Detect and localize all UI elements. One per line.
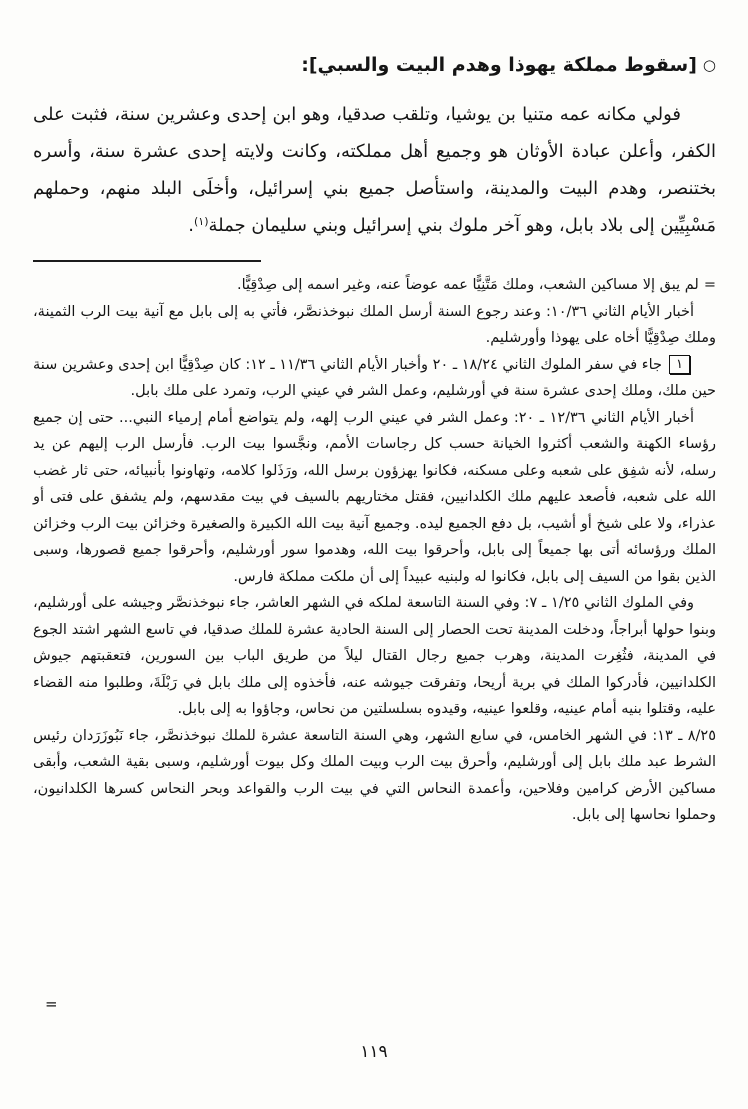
footnotes-section (33, 272, 716, 829)
footnote-separator-rule (33, 260, 261, 262)
footnote-citation-kings-25-1: وفي الملوك الثاني ١/٢٥ ـ ٧: وفي السنة التاسعة لملكه في الشهر العاشر، جاء نبوخذنصَّر وجيشه على أورشليم، وبنوا حولها أبراجاً، ودخلت المدينة تحت الحصار إلى السنة الحادية عشرة للملك صدقيا، في تاسع الشهر اشتد الجوع في المدينة، فثُغِرت المدينة، وهرب جميع رجال القتال ليلاً من طريق الباب بين السورين، فتعقبتهم جيوش الكلدانيين، فأدركوا الملك في برية أريحا، وتفرقت جيوشه عنه، فأخذوه إلى ملك بابل في رَبْلَةَ، وطلبوا منه القضاء عليه، وقتلوا بنيه أمام عينيه، وقلعوا عينيه، وقيدوه بسلسلتين من نحاس، وجاؤوا به إلى بابل. (33, 595, 716, 717)
footnote-1-number-box (669, 355, 690, 374)
main-paragraph (33, 96, 716, 244)
section-heading-text: [سقوط مملكة يهوذا وهدم البيت والسبي]: (301, 54, 697, 76)
section-heading (33, 50, 716, 80)
continuation-equals-mark: = (703, 277, 716, 293)
footnote-continuation (33, 272, 716, 299)
footnote-1-text: جاء في سفر الملوك الثاني ١٨/٢٤ ـ ٢٠ وأخبار الأيام الثاني ١١/٣٦ ـ ١٢: كان صِدْقِيًّا ابن إحدى وعشرين سنة حين ملك، وملك إحدى عشرة سنة في أورشليم، وعمل الشر في عيني الرب، وتمرد على ملك بابل. (33, 356, 716, 399)
sentence-period: . (188, 215, 194, 236)
footnote-1-number: ١ (676, 356, 683, 372)
footnote-citation-kings-25-8: ٨/٢٥ ـ ١٣: في الشهر الخامس، في سابع الشهر، وهي السنة التاسعة عشرة للملك نبوخذنصَّر، جاء نَبُوزَرَدان رئيس الشرط عبد ملك بابل إلى أورشليم، وأحرق بيت الرب وبيت الملك وكل بيوت أورشليم، وسبى بقية الشعب، وأبقى مساكين الأرض كرامين وفلاحين، وأعمدة النحاس التي في بيت الرب والقواعد وبحر النحاس كسرها الكلدانيون، وحملوا نحاسها إلى بابل. (33, 727, 716, 823)
continuation-mark-bottom: = (45, 995, 58, 1013)
footnote-reference: (١) (193, 215, 209, 228)
main-paragraph-text: فولي مكانه عمه متنيا بن يوشيا، وتلقب صدقيا، وهو ابن إحدى وعشرين سنة، فثبت على الكفر، وأعلن عبادة الأوثان هو وجميع أهل مملكته، وكانت ولايته إحدى عشرة سنة، وأسره بختنصر، وهدم البيت والمدينة، واستأصل جميع بني إسرائيل، وأخلَى البلد منهم، وحملهم مَسْبِيِّين إلى بلاد بابل، وهو آخر ملوك بني إسرائيل وبني سليمان جملة (33, 104, 716, 236)
circle-bullet-icon: ○ (702, 56, 716, 74)
footnote-continuation-text: لم يبق إلا مساكين الشعب، وملك مَتَّنِيًّا عمه عوضاً عنه، وغير اسمه إلى صِدْقِيًّا. (236, 277, 699, 293)
footnote-1 (33, 352, 716, 405)
page-number: ١١٩ (360, 1042, 388, 1062)
footnote-citation-chronicles-36-10: أخبار الأيام الثاني ١٠/٣٦: وعند رجوع السنة أرسل الملك نبوخذنصَّر، فأتي به إلى بابل مع آنية بيت الرب الثمينة، وملك صِدْقِيًّا أخاه على يهوذا وأورشليم. (33, 303, 716, 346)
footnote-citation-chronicles-36-12: أخبار الأيام الثاني ١٢/٣٦ ـ ٢٠: وعمل الشر في عيني الرب إلهه، ولم يتواضع أمام إرمياء النبي... حتى إن جميع رؤساء الكهنة والشعب أكثروا الخيانة حسب كل رجاسات الأمم، ونجَّسوا بيت الرب. فأرسل الرب إليهم عن يد رسله، لأنه شفِق على شعبه وعلى مسكنه، فكانوا يهزؤون برسل الله، ورَذَلوا كلامه، وتهاونوا بأنبيائه، حتى ثار غضب الله على شعبه، فأصعد عليهم ملك الكلدانيين، فقتل مختاريهم بالسيف في بيت مقدسهم، ولم يشفق على فتى أو عذراء، ولا على شيخ أو أشيب، بل دفع الجميع ليده. وجميع آنية بيت الله الكبيرة والصغيرة وخزائن بيت الرب وخزائن الملك ورؤسائه أتى بها جميعاً إلى بابل، وأحرقوا بيت الله، وهدموا سور أورشليم، وأحرقوا جميع قصورها، وسبى الذين بقوا من السيف إلى بابل، فكانوا له ولبنيه عبيداً إلى أن ملكت مملكة فارس. (33, 409, 716, 585)
